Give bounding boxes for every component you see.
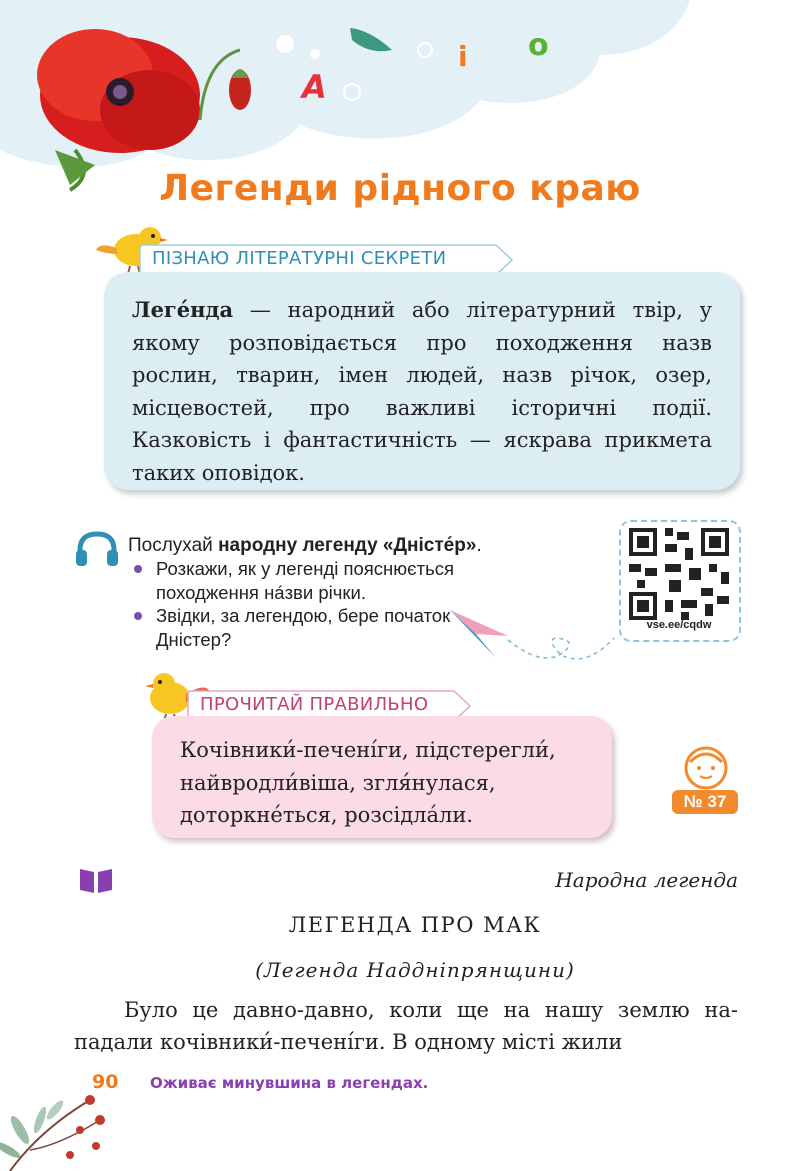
qr-code-icon bbox=[629, 528, 729, 620]
read-words: Кочівники́-печені́ги, підстерегли́, найвродли́віша, згля́нулася, доторкне́ться, розсідла́ли. bbox=[180, 738, 556, 827]
story-title: ЛЕГЕНДА ПРО МАК bbox=[288, 913, 542, 937]
read-ribbon-label: ПРОЧИТАЙ ПРАВИЛЬНО bbox=[200, 694, 429, 715]
story-genre: Народна легенда bbox=[555, 868, 738, 892]
list-item bbox=[130, 604, 456, 651]
listen-suffix: . bbox=[476, 535, 482, 556]
definition-body: — народний або літературний твір, у якому розповідається про походження назв рослин, тварин, імен людей, назв річок, озер, місцевостей, про важливі історичні події. Казковість і фантастичність — яскрава прикмета таких оповідок. bbox=[132, 298, 712, 485]
story-subtitle: (Легенда Наддніпрянщини) bbox=[255, 958, 575, 982]
exercise-number-badge: № 37 bbox=[672, 790, 738, 814]
question-1: Розкажи, як у легенді пояснюється походження на́зви річки. bbox=[156, 558, 454, 603]
definition-text bbox=[132, 294, 712, 489]
secrets-ribbon-label: ПІЗНАЮ ЛІТЕРАТУРНІ СЕКРЕТИ bbox=[152, 248, 447, 269]
letter-a: А bbox=[302, 68, 327, 106]
letter-o: о bbox=[528, 28, 549, 63]
listen-prefix: Послухай bbox=[128, 535, 219, 556]
story-text: Було це давно-давно, коли ще на нашу землю нападали кочівники́-печені́ги. В одному місті жили bbox=[74, 998, 738, 1054]
headphones-icon bbox=[74, 528, 120, 568]
question-2: Звідки, за легендою, бере початок Дністер? bbox=[156, 605, 451, 650]
listen-title: народну легенду «Дністе́р» bbox=[218, 535, 477, 556]
page-number: 90 bbox=[92, 1071, 119, 1093]
list-item bbox=[130, 557, 556, 604]
page-title: Легенди рідного краю bbox=[159, 168, 641, 209]
reader-child-icon bbox=[676, 744, 736, 794]
listen-instruction bbox=[128, 535, 482, 557]
definition-term: Леге́нда bbox=[132, 297, 234, 322]
qr-url[interactable]: vse.ee/cqdw bbox=[646, 619, 712, 631]
section-title: Оживає минувшина в легендах. bbox=[150, 1074, 429, 1092]
paper-plane-icon bbox=[446, 600, 616, 670]
book-icon bbox=[78, 866, 114, 894]
letter-i: і bbox=[458, 40, 468, 73]
